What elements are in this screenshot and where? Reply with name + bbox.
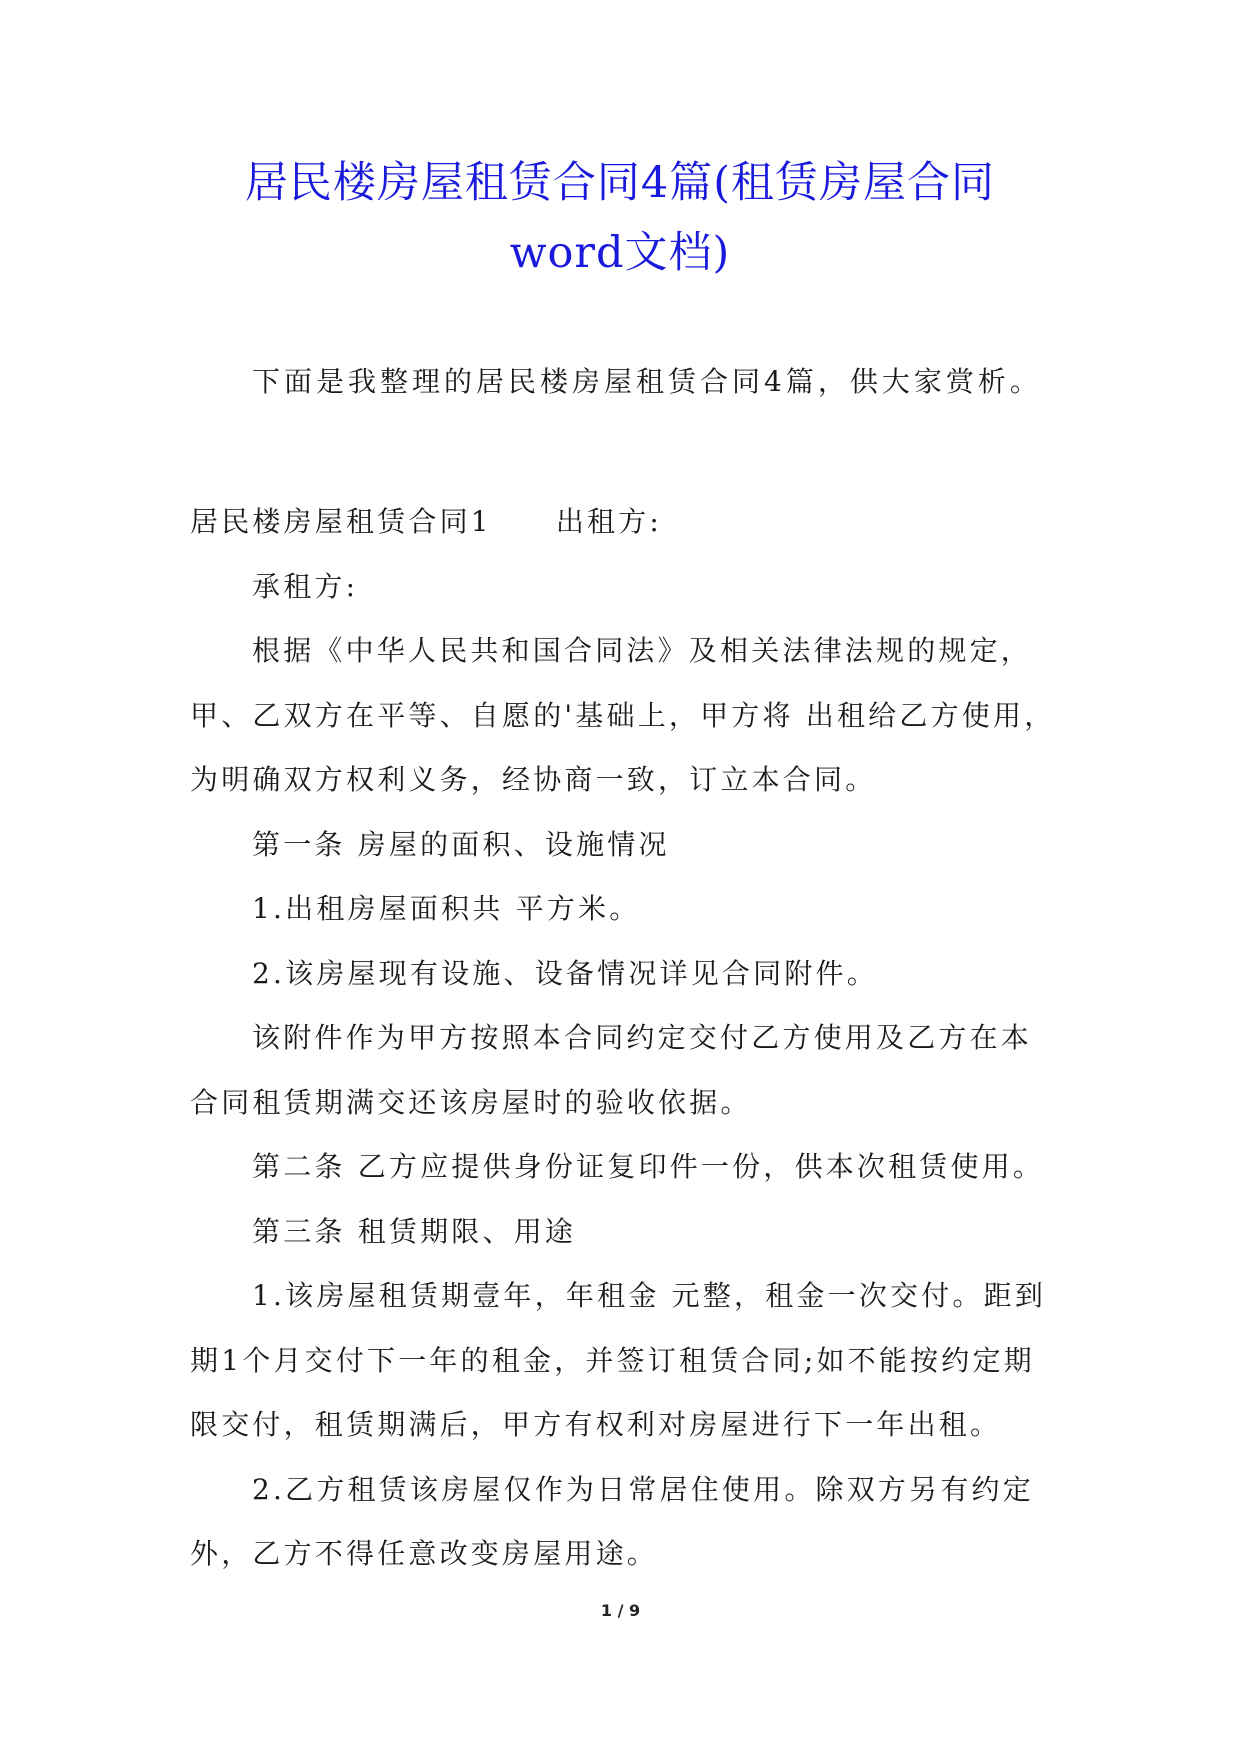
section-heading: 第二条 乙方应提供身份证复印件一份，供本次租赁使用。	[252, 1150, 1045, 1183]
contract-heading-line	[190, 490, 1060, 555]
document-body	[190, 490, 1060, 1587]
paragraph: 1.出租房屋面积共 平方米。	[252, 892, 641, 925]
contract-heading: 居民楼房屋租赁合同1	[190, 505, 492, 538]
paragraph: 1.该房屋租赁期壹年，年租金 元整，租金一次交付。距到期1个月交付下一年的租金，并签订租赁合同;如不能按约定期限交付，租赁期满后，甲方有权利对房屋进行下一年出租。	[190, 1279, 1047, 1441]
lessee-label: 承租方:	[252, 569, 359, 603]
page-number: 1 / 9	[600, 1601, 641, 1620]
title-line-1: 居民楼房屋租赁合同4篇(租赁房屋合同	[244, 158, 996, 208]
intro-paragraph: 下面是我整理的居民楼房屋租赁合同4篇，供大家赏析。	[252, 365, 1042, 398]
section-heading: 第一条 房屋的面积、设施情况	[252, 827, 670, 861]
document-title	[190, 148, 1050, 288]
section-heading: 第三条 租赁期限、用途	[252, 1214, 577, 1248]
title-line-2: word文档)	[509, 228, 731, 278]
paragraph: 2.乙方租赁该房屋仅作为日常居住使用。除双方另有约定外，乙方不得任意改变房屋用途。	[190, 1472, 1034, 1570]
lessor-label: 出租方:	[555, 505, 663, 538]
paragraph: 根据《中华人民共和国合同法》及相关法律法规的规定，甲、乙双方在平等、自愿的'基础上，甲方将 出租给乙方使用，为明确双方权利义务，经协商一致，订立本合同。	[190, 634, 1056, 796]
paragraph: 该附件作为甲方按照本合同约定交付乙方使用及乙方在本合同租赁期满交还该房屋时的验收依据。	[190, 1021, 1033, 1119]
paragraph: 2.该房屋现有设施、设备情况详见合同附件。	[252, 956, 878, 990]
